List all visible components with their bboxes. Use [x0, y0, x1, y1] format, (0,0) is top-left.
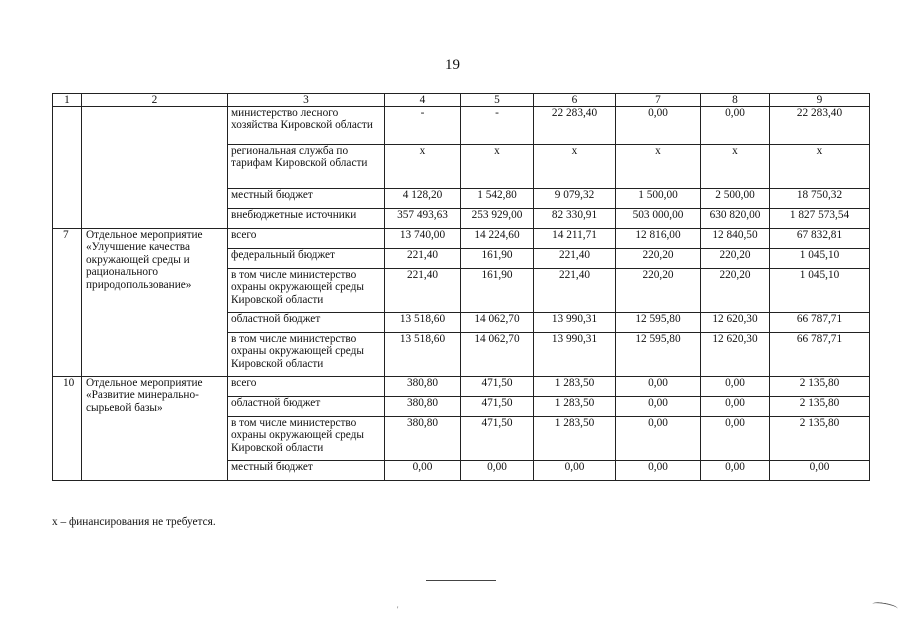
value-cell: 161,90	[461, 269, 534, 313]
value-cell: x	[461, 145, 534, 189]
funding-table	[52, 93, 870, 481]
value-cell: 253 929,00	[461, 209, 534, 229]
header-cell: 7	[616, 94, 701, 107]
header-cell: 9	[770, 94, 870, 107]
value-cell: 66 787,71	[770, 333, 870, 377]
value-cell: -	[385, 107, 461, 145]
value-cell: 221,40	[385, 269, 461, 313]
value-cell: 0,00	[616, 461, 701, 481]
value-cell: 14 062,70	[461, 313, 534, 333]
header-cell: 6	[534, 94, 616, 107]
value-cell: 9 079,32	[534, 189, 616, 209]
value-cell: 1 045,10	[770, 269, 870, 313]
value-cell: 0,00	[701, 397, 770, 417]
value-cell: 357 493,63	[385, 209, 461, 229]
scan-stroke	[872, 601, 899, 612]
value-cell: 503 000,00	[616, 209, 701, 229]
value-cell: 221,40	[385, 249, 461, 269]
value-cell: 2 135,80	[770, 397, 870, 417]
value-cell: 220,20	[616, 269, 701, 313]
value-cell: 2 135,80	[770, 417, 870, 461]
header-row	[53, 94, 870, 107]
funding-source-label: в том числе министерство охраны окружающей среды Кировской области	[228, 417, 385, 461]
value-cell: x	[616, 145, 701, 189]
value-cell: 13 740,00	[385, 229, 461, 249]
table-row	[53, 229, 870, 249]
scan-mark: '	[397, 605, 399, 614]
header-cell: 4	[385, 94, 461, 107]
value-cell: 13 990,31	[534, 313, 616, 333]
value-cell: 220,20	[701, 269, 770, 313]
value-cell: 471,50	[461, 417, 534, 461]
value-cell: 0,00	[701, 417, 770, 461]
value-cell: 14 062,70	[461, 333, 534, 377]
section-number: 7	[53, 229, 82, 377]
value-cell: 0,00	[701, 377, 770, 397]
value-cell: 1 283,50	[534, 397, 616, 417]
value-cell: 1 542,80	[461, 189, 534, 209]
value-cell: 22 283,40	[534, 107, 616, 145]
value-cell: 220,20	[701, 249, 770, 269]
header-cell: 2	[82, 94, 228, 107]
funding-source-label: внебюджетные источники	[228, 209, 385, 229]
value-cell: 0,00	[616, 107, 701, 145]
value-cell: 221,40	[534, 269, 616, 313]
value-cell: 13 518,60	[385, 333, 461, 377]
funding-source-label: в том числе министерство охраны окружающей среды Кировской области	[228, 269, 385, 313]
value-cell: 0,00	[616, 377, 701, 397]
funding-source-label: областной бюджет	[228, 313, 385, 333]
value-cell: -	[461, 107, 534, 145]
section-number: 10	[53, 377, 82, 481]
value-cell: 18 750,32	[770, 189, 870, 209]
value-cell: 0,00	[701, 461, 770, 481]
value-cell: 161,90	[461, 249, 534, 269]
value-cell: 221,40	[534, 249, 616, 269]
signature-line	[426, 580, 496, 581]
section-title	[82, 107, 228, 229]
funding-source-label: в том числе министерство охраны окружающей среды Кировской области	[228, 333, 385, 377]
value-cell: 12 595,80	[616, 333, 701, 377]
value-cell: 471,50	[461, 377, 534, 397]
funding-source-label: областной бюджет	[228, 397, 385, 417]
value-cell: 2 500,00	[701, 189, 770, 209]
value-cell: 0,00	[461, 461, 534, 481]
value-cell: 630 820,00	[701, 209, 770, 229]
section-title: Отдельное мероприятие «Развитие минерально-сырьевой базы»	[82, 377, 228, 481]
section-title: Отдельное мероприятие «Улучшение качества окружающей среды и рационального природопользование»	[82, 229, 228, 377]
funding-source-label: министерство лесного хозяйства Кировской области	[228, 107, 385, 145]
value-cell: 380,80	[385, 377, 461, 397]
value-cell: 13 990,31	[534, 333, 616, 377]
value-cell: 0,00	[770, 461, 870, 481]
header-cell: 8	[701, 94, 770, 107]
footnote: x – финансирования не требуется.	[52, 516, 216, 528]
value-cell: 12 595,80	[616, 313, 701, 333]
value-cell: 4 128,20	[385, 189, 461, 209]
value-cell: 14 211,71	[534, 229, 616, 249]
value-cell: 12 816,00	[616, 229, 701, 249]
value-cell: 0,00	[534, 461, 616, 481]
value-cell: 0,00	[616, 397, 701, 417]
table-row	[53, 107, 870, 145]
header-cell: 3	[228, 94, 385, 107]
value-cell: 12 620,30	[701, 313, 770, 333]
header-cell: 5	[461, 94, 534, 107]
value-cell: 1 283,50	[534, 417, 616, 461]
funding-source-label: федеральный бюджет	[228, 249, 385, 269]
value-cell: 0,00	[701, 107, 770, 145]
header-cell: 1	[53, 94, 82, 107]
value-cell: 12 620,30	[701, 333, 770, 377]
funding-source-label: всего	[228, 377, 385, 397]
value-cell: 1 827 573,54	[770, 209, 870, 229]
value-cell: 67 832,81	[770, 229, 870, 249]
funding-source-label: всего	[228, 229, 385, 249]
value-cell: x	[385, 145, 461, 189]
value-cell: 0,00	[385, 461, 461, 481]
value-cell: 66 787,71	[770, 313, 870, 333]
section-number	[53, 107, 82, 229]
value-cell: 1 045,10	[770, 249, 870, 269]
value-cell: 471,50	[461, 397, 534, 417]
value-cell: 1 500,00	[616, 189, 701, 209]
value-cell: 13 518,60	[385, 313, 461, 333]
value-cell: 380,80	[385, 417, 461, 461]
value-cell: x	[701, 145, 770, 189]
value-cell: 220,20	[616, 249, 701, 269]
value-cell: 82 330,91	[534, 209, 616, 229]
funding-source-label: местный бюджет	[228, 461, 385, 481]
value-cell: 22 283,40	[770, 107, 870, 145]
value-cell: 1 283,50	[534, 377, 616, 397]
value-cell: 12 840,50	[701, 229, 770, 249]
funding-source-label: региональная служба по тарифам Кировской области	[228, 145, 385, 189]
value-cell: 0,00	[616, 417, 701, 461]
funding-source-label: местный бюджет	[228, 189, 385, 209]
table-row	[53, 377, 870, 397]
page-number: 19	[445, 57, 460, 73]
value-cell: 14 224,60	[461, 229, 534, 249]
value-cell: x	[770, 145, 870, 189]
value-cell: 2 135,80	[770, 377, 870, 397]
value-cell: 380,80	[385, 397, 461, 417]
value-cell: x	[534, 145, 616, 189]
